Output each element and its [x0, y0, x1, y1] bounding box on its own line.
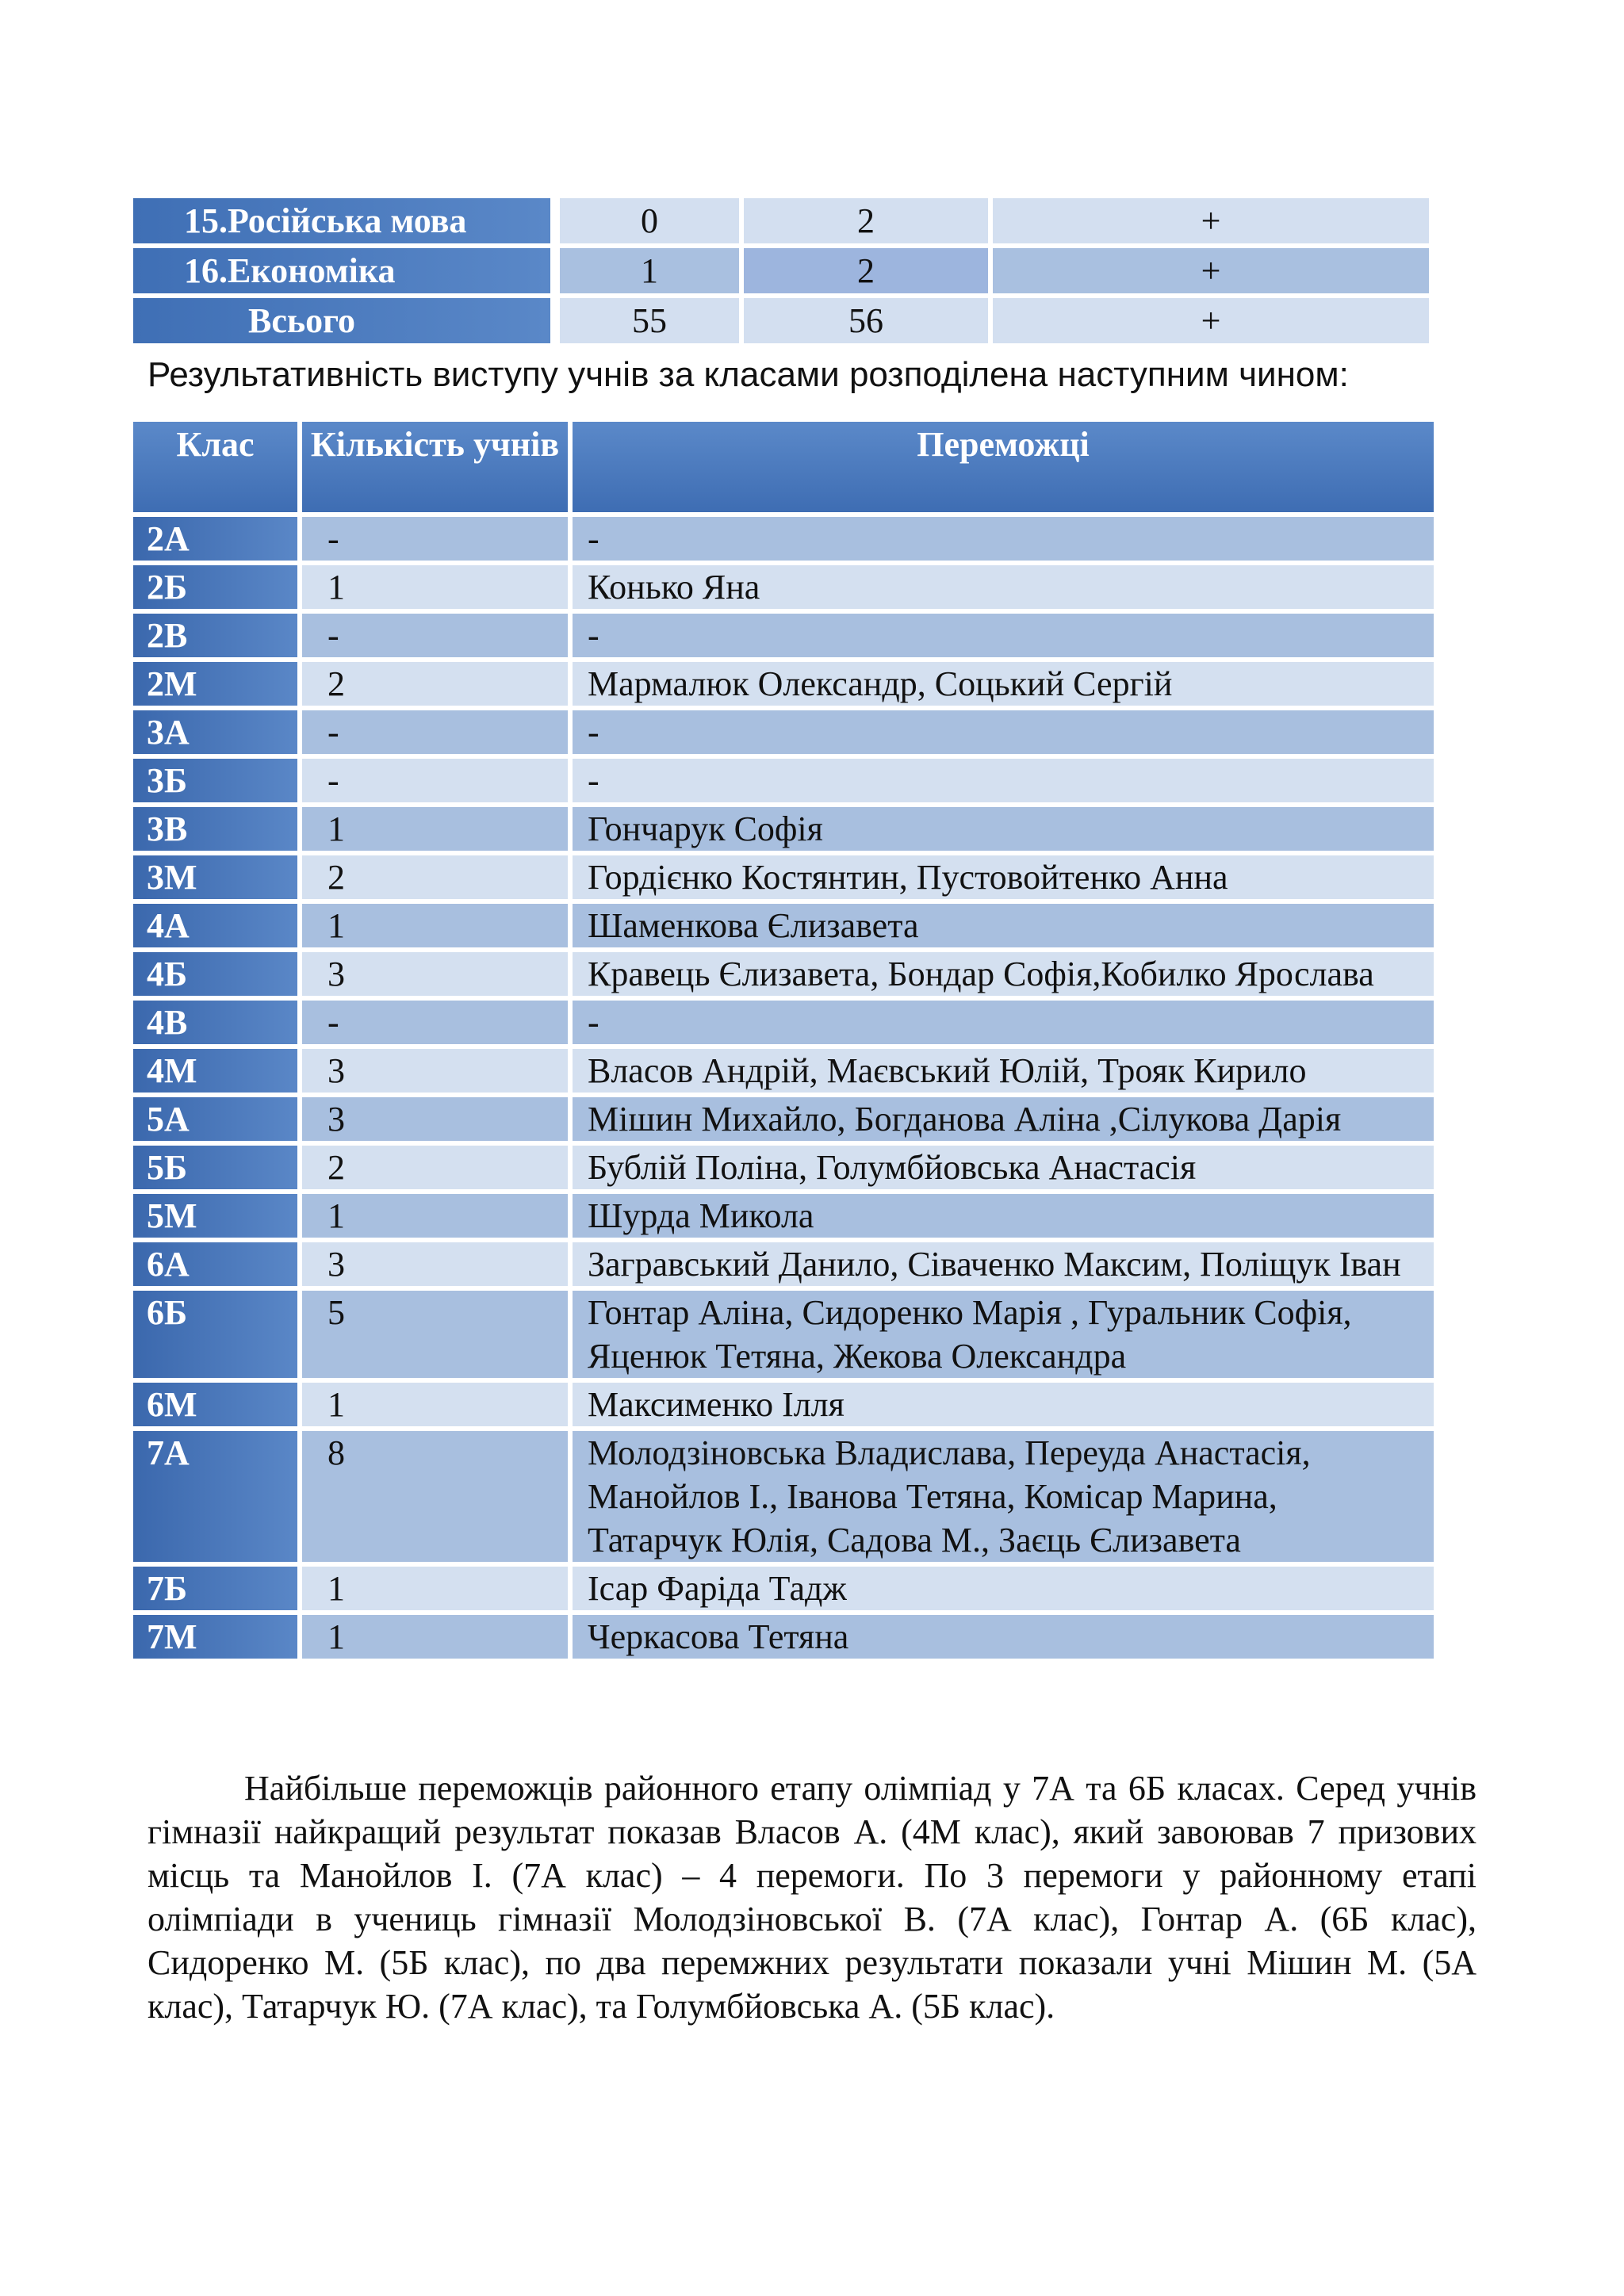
count-cell: -	[302, 759, 573, 807]
table-row	[133, 1431, 1438, 1567]
class-cell: 3М	[133, 855, 302, 904]
table-row	[133, 662, 1438, 710]
class-cell: 4М	[133, 1049, 302, 1097]
class-cell: 6А	[133, 1242, 302, 1291]
names-cell: Шурда Микола	[573, 1194, 1438, 1242]
subjects-table	[133, 198, 1434, 348]
table-row	[133, 1567, 1438, 1615]
count-cell: 2	[302, 662, 573, 710]
subject-value-2: 56	[744, 298, 993, 348]
count-cell: -	[302, 517, 573, 565]
winners-header-row	[133, 422, 1438, 517]
count-cell: 3	[302, 952, 573, 1001]
subject-value-2: 2	[744, 198, 993, 248]
names-cell: Загравський Данило, Сіваченко Максим, Поліщук Іван	[573, 1242, 1438, 1291]
count-cell: 1	[302, 1383, 573, 1431]
count-cell: 5	[302, 1291, 573, 1383]
table-row	[133, 614, 1438, 662]
table-row	[133, 517, 1438, 565]
class-cell: 6Б	[133, 1291, 302, 1383]
class-cell: 4А	[133, 904, 302, 952]
class-cell: 2М	[133, 662, 302, 710]
class-cell: 5М	[133, 1194, 302, 1242]
subject-value-1: 1	[560, 248, 744, 298]
subject-value-2: 2	[744, 248, 993, 298]
table-row	[133, 1383, 1438, 1431]
subject-value-1: 0	[560, 198, 744, 248]
subject-value-1: 55	[560, 298, 744, 348]
table-row	[133, 1049, 1438, 1097]
subject-value-3: +	[993, 298, 1434, 348]
count-cell: 3	[302, 1242, 573, 1291]
table-row	[133, 904, 1438, 952]
winners-caption: Результативність виступу учнів за класами розподілена наступним чином:	[147, 355, 1349, 394]
names-cell: Гонтар Аліна, Сидоренко Марія , Гуральник Софія, Яценюк Тетяна, Жекова Олександра	[573, 1291, 1438, 1383]
subject-row	[133, 198, 1434, 248]
subject-name: 15.Російська мова	[133, 198, 555, 248]
names-cell: Черкасова Тетяна	[573, 1615, 1438, 1663]
table-row	[133, 1097, 1438, 1146]
header-count: Кількість учнів	[302, 422, 573, 517]
class-cell: 7А	[133, 1431, 302, 1567]
table-row	[133, 1146, 1438, 1194]
count-cell: -	[302, 710, 573, 759]
names-cell: -	[573, 710, 1438, 759]
class-cell: 6М	[133, 1383, 302, 1431]
count-cell: 3	[302, 1049, 573, 1097]
class-cell: 5Б	[133, 1146, 302, 1194]
class-cell: 2А	[133, 517, 302, 565]
names-cell: Максименко Ілля	[573, 1383, 1438, 1431]
names-cell: Ісар Фаріда Тадж	[573, 1567, 1438, 1615]
class-cell: 4Б	[133, 952, 302, 1001]
count-cell: 1	[302, 904, 573, 952]
count-cell: 8	[302, 1431, 573, 1567]
names-cell: Мішин Михайло, Богданова Аліна ,Сілукова Дарія	[573, 1097, 1438, 1146]
class-cell: 2Б	[133, 565, 302, 614]
subjects-table-body	[133, 198, 1434, 348]
table-row	[133, 565, 1438, 614]
names-cell: Гордієнко Костянтин, Пустовойтенко Анна	[573, 855, 1438, 904]
subject-value-3: +	[993, 198, 1434, 248]
names-cell: -	[573, 517, 1438, 565]
count-cell: 1	[302, 1567, 573, 1615]
table-row	[133, 952, 1438, 1001]
class-cell: 3А	[133, 710, 302, 759]
subject-row	[133, 248, 1434, 298]
class-cell: 2В	[133, 614, 302, 662]
subject-value-3: +	[993, 248, 1434, 298]
subject-row	[133, 298, 1434, 348]
count-cell: -	[302, 614, 573, 662]
winners-table-body	[133, 517, 1438, 1663]
names-cell: Гончарук Софія	[573, 807, 1438, 855]
class-cell: 4В	[133, 1001, 302, 1049]
count-cell: 1	[302, 1194, 573, 1242]
table-row	[133, 1291, 1438, 1383]
table-row	[133, 1194, 1438, 1242]
winners-table	[133, 422, 1438, 1663]
names-cell: Власов Андрій, Маєвський Юлій, Трояк Кирило	[573, 1049, 1438, 1097]
count-cell: 2	[302, 1146, 573, 1194]
class-cell: 7Б	[133, 1567, 302, 1615]
table-row	[133, 1001, 1438, 1049]
header-class: Клас	[133, 422, 302, 517]
conclusion-paragraph: Найбільше переможців районного етапу олімпіад у 7А та 6Б класах. Серед учнів гімназії найкращий результат показав Власов А. (4М клас), який завоював 7 призових місць та Манойлов І. (7А клас) – 4 перемоги. По 3 перемоги у районному етапі олімпіади в учениць гімназії Молодзіновської В. (7А клас), Гонтар А. (6Б клас), Сидоренко М. (5Б клас), по два перемжних результати показали учні Мішин М. (5А клас), Татарчук Ю. (7А клас), та Голумбйовська А. (5Б клас).	[147, 1769, 1477, 2026]
table-row	[133, 855, 1438, 904]
names-cell: Бублій Поліна, Голумбйовська Анастасія	[573, 1146, 1438, 1194]
table-row	[133, 807, 1438, 855]
subject-name: Всього	[133, 298, 555, 348]
names-cell: Молодзіновська Владислава, Переуда Анастасія, Манойлов І., Іванова Тетяна, Комісар Марина, Татарчук Юлія, Садова М., Заєць Єлизавета	[573, 1431, 1438, 1567]
names-cell: Шаменкова Єлизавета	[573, 904, 1438, 952]
class-cell: 3Б	[133, 759, 302, 807]
header-winners: Переможці	[573, 422, 1438, 517]
table-row	[133, 1615, 1438, 1663]
subject-name: 16.Економіка	[133, 248, 555, 298]
names-cell: Конько Яна	[573, 565, 1438, 614]
names-cell: -	[573, 614, 1438, 662]
class-cell: 7М	[133, 1615, 302, 1663]
names-cell: Кравець Єлизавета, Бондар Софія,Кобилко Ярослава	[573, 952, 1438, 1001]
count-cell: 3	[302, 1097, 573, 1146]
table-row	[133, 759, 1438, 807]
count-cell: 1	[302, 1615, 573, 1663]
count-cell: 2	[302, 855, 573, 904]
names-cell: -	[573, 759, 1438, 807]
names-cell: -	[573, 1001, 1438, 1049]
class-cell: 5А	[133, 1097, 302, 1146]
count-cell: -	[302, 1001, 573, 1049]
table-row	[133, 710, 1438, 759]
count-cell: 1	[302, 565, 573, 614]
class-cell: 3В	[133, 807, 302, 855]
count-cell: 1	[302, 807, 573, 855]
names-cell: Мармалюк Олександр, Соцький Сергій	[573, 662, 1438, 710]
table-row	[133, 1242, 1438, 1291]
